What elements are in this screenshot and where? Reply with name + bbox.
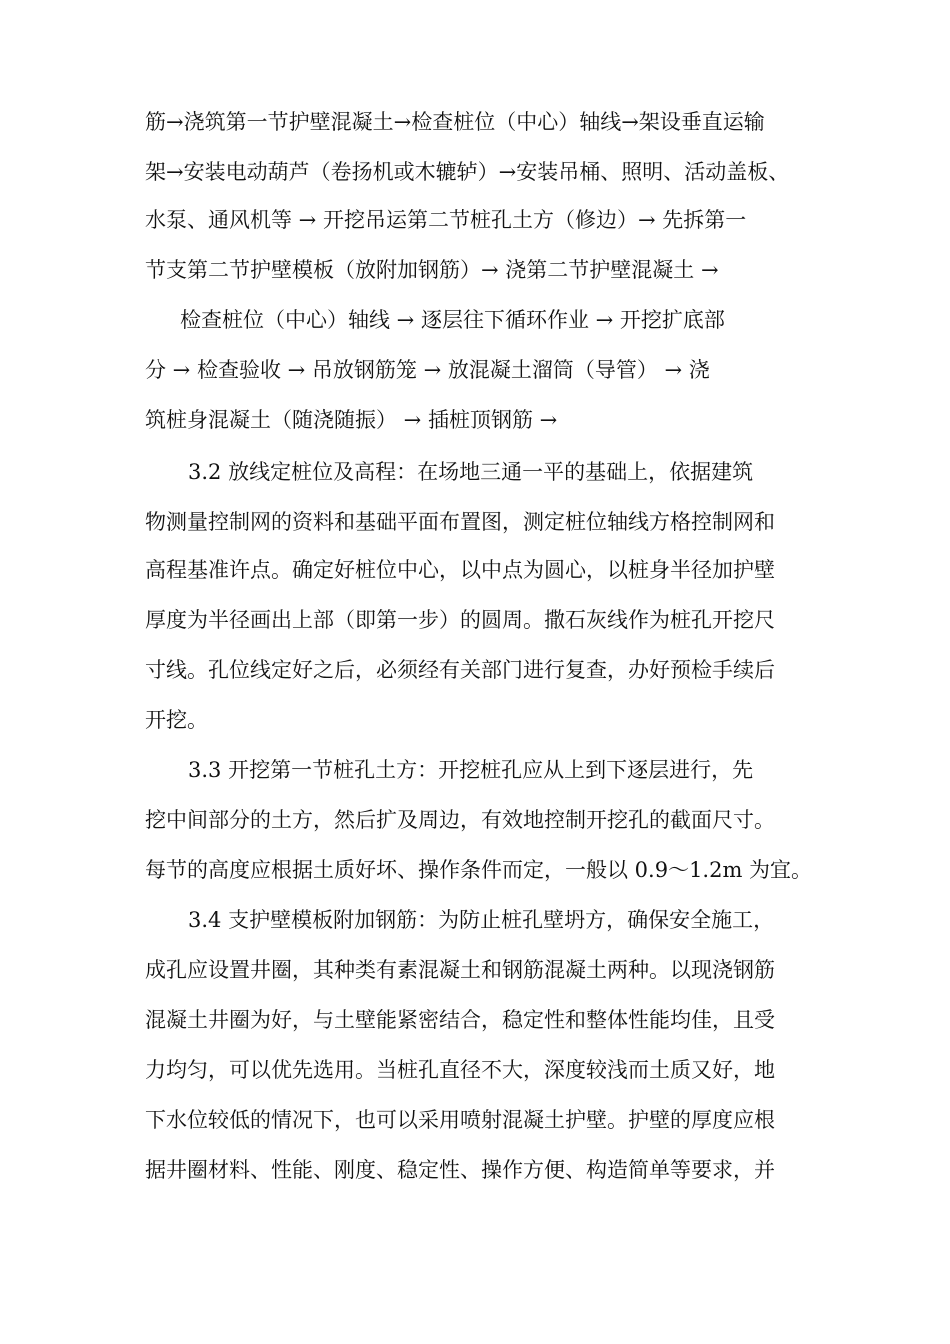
text-line: 寸线。孔位线定好之后，必须经有关部门进行复查，办好预检手续后	[145, 658, 775, 682]
text-line: 架→安装电动葫芦（卷扬机或木辘轳）→安装吊桶、照明、活动盖板、	[145, 160, 790, 184]
paragraph-heading-line: 3.4 支护壁模板附加钢筋：为防止桩孔壁坍方，确保安全施工，	[188, 908, 775, 932]
text-line: 高程基准许点。确定好桩位中心，以中点为圆心，以桩身半径加护壁	[145, 558, 775, 582]
text-line: 每节的高度应根据土质好坏、操作条件而定，一般以 0.9～1.2m 为宜。	[145, 858, 813, 882]
text-line: 开挖。	[145, 708, 208, 732]
text-line: 分 → 检查验收 → 吊放钢筋笼 → 放混凝土溜筒（导管） → 浇	[145, 358, 710, 382]
text-line: 混凝土井圈为好，与土壁能紧密结合，稳定性和整体性能均佳，且受	[145, 1008, 775, 1032]
paragraph-heading-line: 3.3 开挖第一节桩孔土方：开挖桩孔应从上到下逐层进行，先	[188, 758, 754, 782]
text-line: 筑桩身混凝土（随浇随振） → 插桩顶钢筋 →	[145, 408, 558, 432]
text-line: 物测量控制网的资料和基础平面布置图，测定桩位轴线方格控制网和	[145, 510, 775, 534]
paragraph-heading-line: 3.2 放线定桩位及高程：在场地三通一平的基础上，依据建筑	[188, 460, 754, 484]
text-line: 厚度为半径画出上部（即第一步）的圆周。撒石灰线作为桩孔开挖尺	[145, 608, 775, 632]
text-line: 水泵、通风机等 → 开挖吊运第二节桩孔土方（修边）→ 先拆第一	[145, 208, 747, 232]
text-line: 筋→浇筑第一节护壁混凝土→检查桩位（中心）轴线→架设垂直运输	[145, 110, 765, 134]
text-line: 节支第二节护壁模板（放附加钢筋）→ 浇第二节护壁混凝土 →	[145, 258, 719, 282]
text-line: 下水位较低的情况下，也可以采用喷射混凝土护壁。护壁的厚度应根	[145, 1108, 775, 1132]
text-line: 据井圈材料、性能、刚度、稳定性、操作方便、构造简单等要求，并	[145, 1158, 775, 1182]
text-line: 挖中间部分的土方，然后扩及周边，有效地控制开挖孔的截面尺寸。	[145, 808, 775, 832]
text-line: 成孔应设置井圈，其种类有素混凝土和钢筋混凝土两种。以现浇钢筋	[145, 958, 775, 982]
text-line: 力均匀，可以优先选用。当桩孔直径不大，深度较浅而土质又好，地	[145, 1058, 775, 1082]
text-line: 检查桩位（中心）轴线 → 逐层往下循环作业 → 开挖扩底部	[180, 308, 725, 332]
